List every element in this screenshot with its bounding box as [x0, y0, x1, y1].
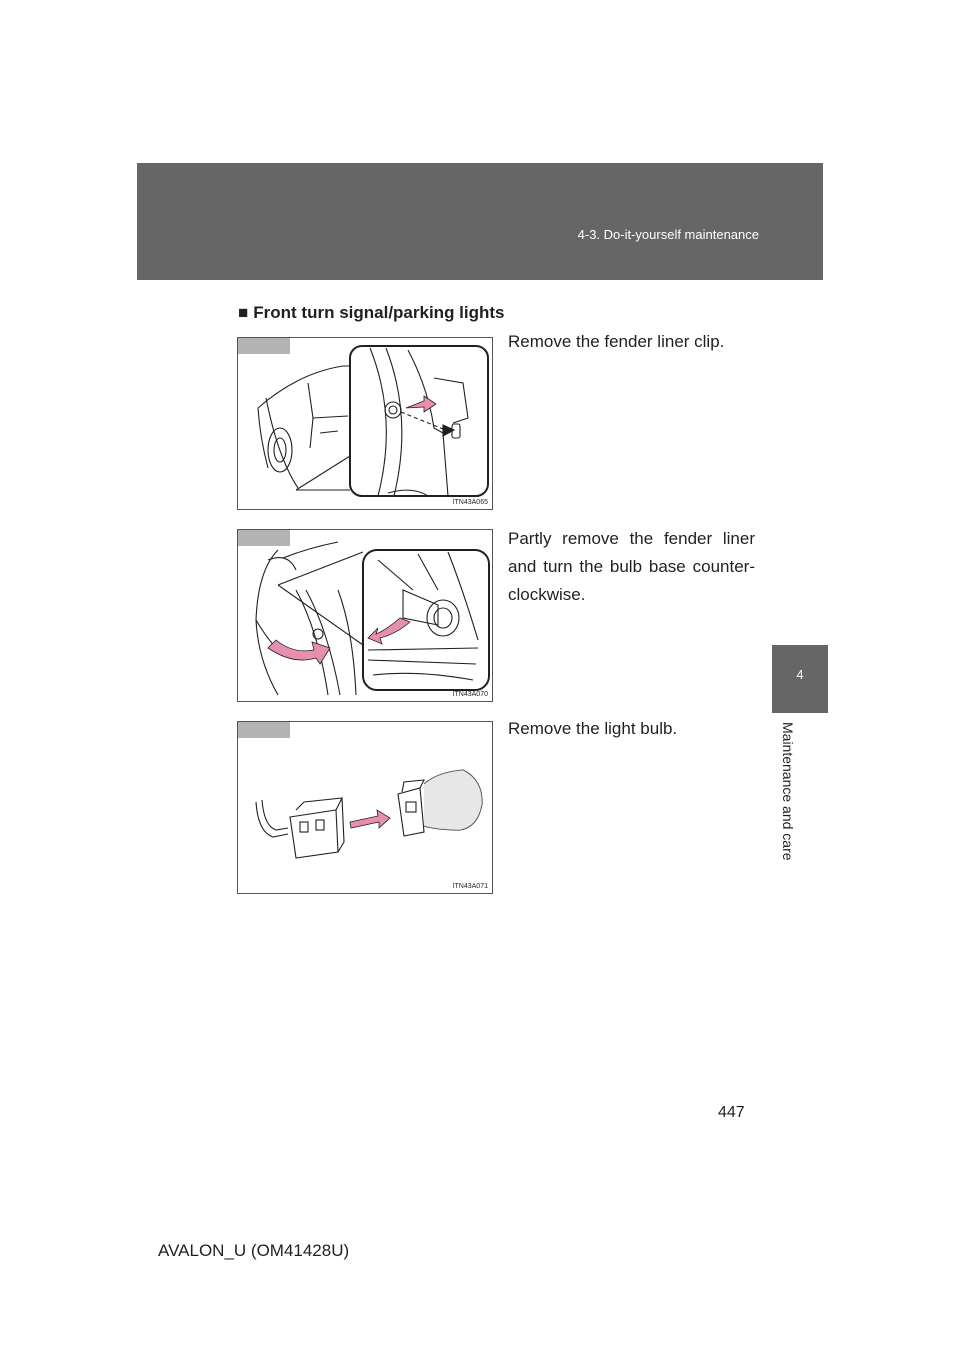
chapter-tab[interactable] — [772, 645, 828, 713]
figure-tab — [238, 530, 290, 546]
step-3-text: Remove the light bulb. — [508, 719, 678, 738]
fender-liner-clip-illustration — [238, 338, 492, 509]
header-band — [137, 163, 823, 280]
figure-fender-liner-bulb-base — [237, 529, 493, 702]
figure-code: ITN43A071 — [452, 883, 488, 890]
heading-square-icon: ■ — [238, 303, 249, 322]
step-2-text: Partly remove the fender liner and turn the bulb base counter-clockwise. — [508, 529, 755, 604]
figure-code: ITN43A070 — [452, 691, 488, 698]
document-id: AVALON_U (OM41428U) — [158, 1241, 350, 1260]
figure-code: ITN43A065 — [452, 499, 488, 506]
sub-heading — [238, 303, 505, 323]
figure-tab — [238, 722, 290, 738]
light-bulb-illustration — [238, 722, 492, 893]
bulb-base-illustration — [238, 530, 492, 701]
figure-tab — [238, 338, 290, 354]
sub-heading-text: Front turn signal/parking lights — [253, 303, 505, 322]
section-title: 4-3. Do-it-yourself maintenance — [577, 227, 759, 242]
figure-fender-liner-clip — [237, 337, 493, 510]
chapter-number: 4 — [796, 667, 804, 682]
figure-light-bulb — [237, 721, 493, 894]
chapter-label: Maintenance and care — [780, 722, 796, 861]
step-1-text: Remove the fender liner clip. — [508, 332, 725, 351]
page-number: 447 — [718, 1104, 745, 1121]
